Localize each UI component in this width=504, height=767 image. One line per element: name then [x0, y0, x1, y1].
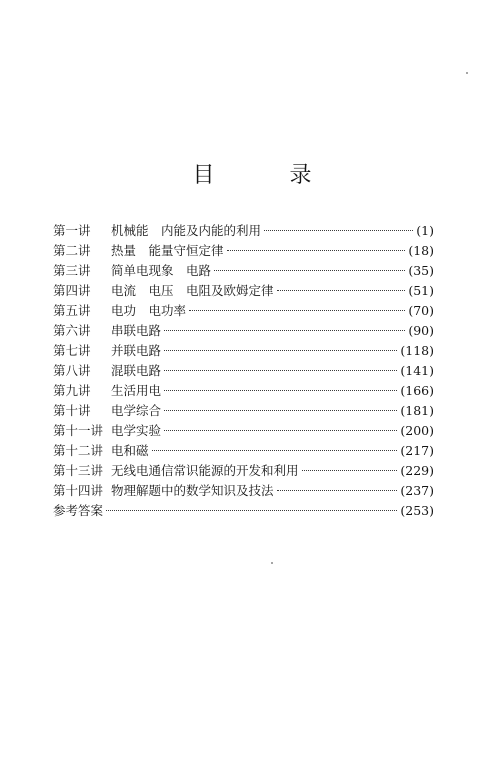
table-of-contents — [53, 221, 434, 521]
toc-entry-title: 电流 电压 电阻及欧姆定律 — [111, 283, 274, 298]
toc-entry[interactable] — [53, 221, 434, 241]
toc-entry[interactable] — [53, 461, 434, 481]
toc-entry[interactable] — [53, 321, 434, 341]
toc-dot-leader — [302, 470, 398, 471]
toc-entry-title: 电学实验 — [111, 423, 162, 438]
toc-entry-title: 电和磁 — [111, 443, 149, 458]
toc-dot-leader — [164, 370, 397, 371]
toc-entry[interactable] — [53, 261, 434, 281]
toc-lecture-number: 第九讲 — [53, 383, 91, 398]
toc-lecture-number: 第五讲 — [53, 303, 91, 318]
toc-page-number: (35) — [408, 263, 434, 278]
toc-dot-leader — [264, 230, 413, 231]
toc-entry[interactable] — [53, 501, 434, 521]
toc-entry[interactable] — [53, 361, 434, 381]
toc-lecture-number: 第八讲 — [53, 363, 91, 378]
toc-lecture-number: 第十三讲 — [53, 463, 104, 478]
scan-speck — [271, 562, 273, 564]
toc-lecture-number: 第十四讲 — [53, 483, 104, 498]
toc-entry[interactable] — [53, 401, 434, 421]
toc-dot-leader — [164, 410, 397, 411]
toc-dot-leader — [227, 250, 406, 251]
toc-lecture-number: 第二讲 — [53, 243, 91, 258]
scan-speck — [466, 72, 468, 74]
toc-entry-title: 电学综合 — [111, 403, 162, 418]
toc-entry[interactable] — [53, 341, 434, 361]
toc-page-number: (118) — [400, 343, 434, 358]
toc-entry-title: 参考答案 — [53, 503, 104, 518]
toc-entry-title: 并联电路 — [111, 343, 162, 358]
toc-entry[interactable] — [53, 441, 434, 461]
toc-page-number: (141) — [400, 363, 434, 378]
toc-page-number: (181) — [400, 403, 434, 418]
toc-page-number: (253) — [400, 503, 434, 518]
toc-entry-title: 电功 电功率 — [111, 303, 187, 318]
toc-page-number: (166) — [400, 383, 434, 398]
toc-page-number: (1) — [416, 223, 434, 238]
toc-page-number: (18) — [408, 243, 434, 258]
toc-dot-leader — [214, 270, 405, 271]
toc-entry-title: 生活用电 — [111, 383, 162, 398]
toc-lecture-number: 第十二讲 — [53, 443, 104, 458]
toc-dot-leader — [189, 310, 405, 311]
toc-page-number: (70) — [408, 303, 434, 318]
toc-dot-leader — [164, 330, 405, 331]
toc-lecture-number: 第三讲 — [53, 263, 91, 278]
toc-entry-title: 物理解题中的数学知识及技法 — [111, 483, 274, 498]
toc-entry-title: 无线电通信常识能源的开发和利用 — [111, 463, 299, 478]
toc-page-number: (200) — [400, 423, 434, 438]
page-title: 目 录 — [192, 163, 346, 188]
toc-page-number: (217) — [400, 443, 434, 458]
toc-page-number: (90) — [408, 323, 434, 338]
toc-page-number: (51) — [408, 283, 434, 298]
toc-entry[interactable] — [53, 481, 434, 501]
toc-lecture-number: 第十讲 — [53, 403, 91, 418]
toc-lecture-number: 第一讲 — [53, 223, 91, 238]
toc-dot-leader — [164, 430, 397, 431]
toc-entry-title: 串联电路 — [111, 323, 162, 338]
toc-lecture-number: 第六讲 — [53, 323, 91, 338]
toc-entry[interactable] — [53, 381, 434, 401]
toc-entry-title: 机械能 内能及内能的利用 — [111, 223, 262, 238]
toc-dot-leader — [106, 510, 397, 511]
toc-page-number: (229) — [400, 463, 434, 478]
toc-page-number: (237) — [400, 483, 434, 498]
toc-entry[interactable] — [53, 301, 434, 321]
toc-dot-leader — [164, 390, 397, 391]
toc-entry-title: 热量 能量守恒定律 — [111, 243, 224, 258]
toc-dot-leader — [152, 450, 398, 451]
toc-lecture-number: 第七讲 — [53, 343, 91, 358]
toc-dot-leader — [277, 490, 398, 491]
toc-lecture-number: 第四讲 — [53, 283, 91, 298]
toc-entry[interactable] — [53, 281, 434, 301]
toc-entry[interactable] — [53, 421, 434, 441]
toc-entry[interactable] — [53, 241, 434, 261]
toc-lecture-number: 第十一讲 — [53, 423, 104, 438]
toc-dot-leader — [164, 350, 397, 351]
toc-entry-title: 混联电路 — [111, 363, 162, 378]
toc-dot-leader — [277, 290, 406, 291]
toc-entry-title: 简单电现象 电路 — [111, 263, 212, 278]
